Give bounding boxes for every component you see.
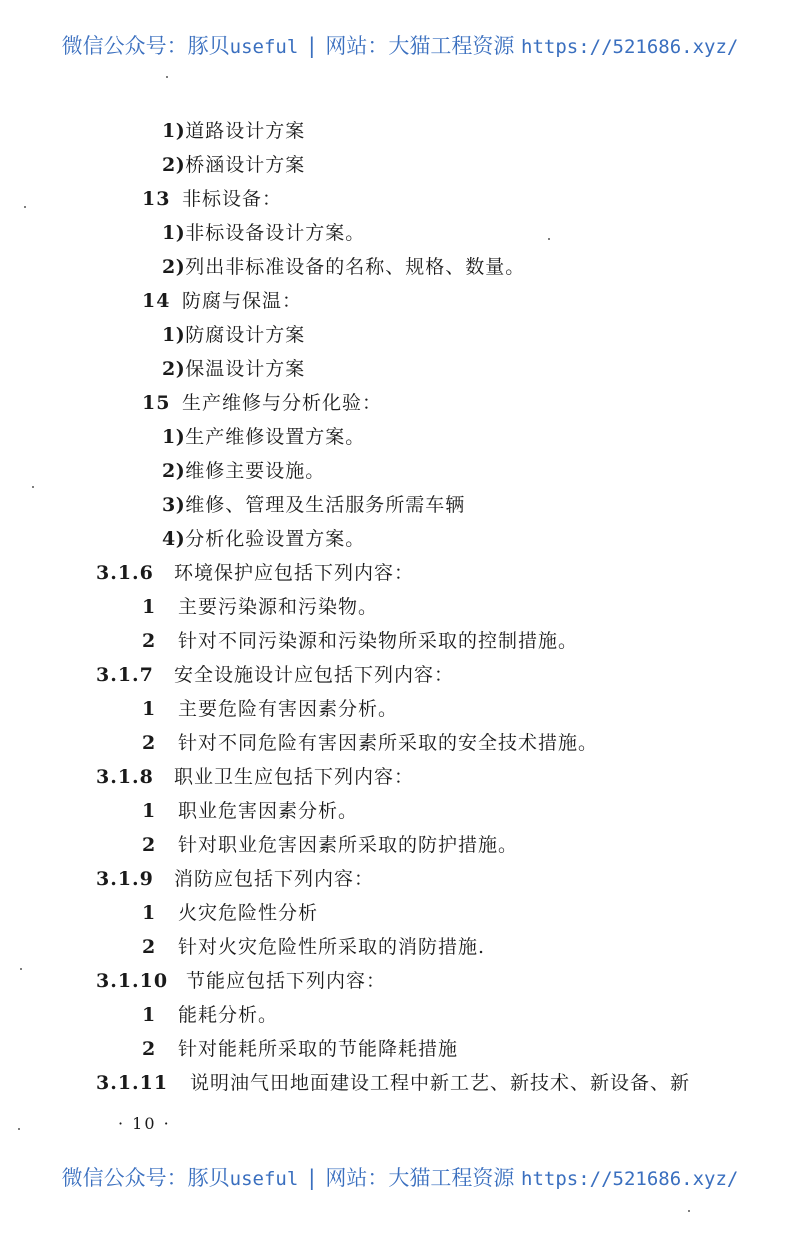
section-number: 3.1.11 — [96, 1072, 169, 1094]
section-heading — [96, 968, 386, 994]
clause-item — [142, 288, 302, 314]
section-number: 3.1.8 — [96, 766, 154, 788]
clause-item — [142, 390, 382, 416]
clause-number: 1 — [142, 800, 157, 822]
banner-site-label: 网站：大猫工程资源 — [325, 1166, 515, 1190]
item-marker: 3) — [162, 494, 186, 516]
section-heading — [96, 866, 374, 892]
item-marker: 2) — [162, 358, 186, 380]
section-heading — [96, 1070, 690, 1096]
list-item — [162, 356, 305, 382]
section-text: 说明油气田地面建设工程中新工艺、新技术、新设备、新 — [190, 1072, 691, 1094]
banner-separator: | — [308, 34, 316, 58]
clause-text: 针对职业危害因素所采取的防护措施。 — [178, 834, 519, 856]
clause-number: 1 — [142, 596, 157, 618]
banner-prefix: 微信公众号：豚贝 — [61, 34, 230, 58]
clause-text: 能耗分析。 — [178, 1004, 279, 1026]
section-number: 3.1.9 — [96, 868, 154, 890]
scan-speck — [20, 968, 22, 970]
footer-watermark-banner — [0, 1164, 800, 1193]
clause-text: 防腐与保温： — [182, 290, 303, 312]
section-heading — [96, 662, 454, 688]
list-item — [162, 526, 365, 552]
item-text: 维修、管理及生活服务所需车辆 — [185, 494, 466, 516]
list-item — [162, 254, 525, 280]
list-item — [162, 322, 305, 348]
item-marker: 4) — [162, 528, 186, 550]
clause-item — [142, 594, 378, 620]
item-text: 分析化验设置方案。 — [185, 528, 366, 550]
item-text: 非标设备设计方案。 — [185, 222, 366, 244]
clause-item — [142, 900, 318, 926]
clause-item — [142, 1036, 458, 1062]
clause-number: 2 — [142, 630, 157, 652]
clause-item — [142, 832, 518, 858]
banner-url: https://521686.xyz/ — [521, 1168, 739, 1190]
banner-separator: | — [308, 1166, 316, 1190]
clause-number: 14 — [142, 290, 171, 312]
scan-speck — [32, 486, 34, 488]
item-text: 桥涵设计方案 — [185, 154, 306, 176]
section-heading — [96, 764, 414, 790]
item-text: 生产维修设置方案。 — [185, 426, 366, 448]
clause-text: 针对火灾危险性所采取的消防措施. — [178, 936, 486, 958]
clause-item — [142, 186, 282, 212]
item-text: 保温设计方案 — [185, 358, 306, 380]
section-text: 职业卫生应包括下列内容： — [174, 766, 415, 788]
section-number: 3.1.7 — [96, 664, 154, 686]
banner-prefix: 微信公众号：豚贝 — [61, 1166, 230, 1190]
section-number: 3.1.10 — [96, 970, 169, 992]
clause-text: 非标设备： — [182, 188, 283, 210]
item-text: 列出非标准设备的名称、规格、数量。 — [185, 256, 526, 278]
item-marker: 1) — [162, 426, 186, 448]
clause-number: 1 — [142, 1004, 157, 1026]
clause-item — [142, 1002, 278, 1028]
list-item — [162, 118, 305, 144]
clause-number: 15 — [142, 392, 171, 414]
list-item — [162, 458, 325, 484]
clause-number: 1 — [142, 698, 157, 720]
item-text: 防腐设计方案 — [185, 324, 306, 346]
section-text: 环境保护应包括下列内容： — [174, 562, 415, 584]
item-marker: 2) — [162, 154, 186, 176]
clause-number: 13 — [142, 188, 171, 210]
clause-number: 2 — [142, 1038, 157, 1060]
list-item — [162, 152, 305, 178]
clause-text: 针对能耗所采取的节能降耗措施 — [178, 1038, 459, 1060]
item-text: 道路设计方案 — [185, 120, 306, 142]
section-text: 消防应包括下列内容： — [174, 868, 375, 890]
clause-number: 2 — [142, 936, 157, 958]
scan-speck — [688, 1210, 690, 1212]
list-item — [162, 492, 465, 518]
clause-text: 主要危险有害因素分析。 — [178, 698, 399, 720]
clause-item — [142, 798, 358, 824]
item-marker: 1) — [162, 324, 186, 346]
clause-number: 2 — [142, 732, 157, 754]
clause-item — [142, 696, 398, 722]
item-text: 维修主要设施。 — [185, 460, 326, 482]
scan-speck — [166, 76, 168, 78]
scan-speck — [24, 206, 26, 208]
clause-item — [142, 730, 598, 756]
clause-text: 针对不同危险有害因素所采取的安全技术措施。 — [178, 732, 599, 754]
banner-brand: useful — [229, 1168, 299, 1190]
clause-text: 生产维修与分析化验： — [182, 392, 383, 414]
item-marker: 2) — [162, 460, 186, 482]
clause-text: 职业危害因素分析。 — [178, 800, 359, 822]
section-text: 节能应包括下列内容： — [186, 970, 387, 992]
header-watermark-banner — [0, 32, 800, 61]
clause-text: 针对不同污染源和污染物所采取的控制措施。 — [178, 630, 579, 652]
item-marker: 2) — [162, 256, 186, 278]
banner-brand: useful — [229, 36, 299, 58]
section-heading — [96, 560, 414, 586]
list-item — [162, 424, 365, 450]
clause-item — [142, 628, 578, 654]
scan-speck — [548, 238, 550, 240]
clause-item — [142, 934, 485, 960]
page-number: · 10 · — [118, 1114, 171, 1133]
section-text: 安全设施设计应包括下列内容： — [174, 664, 455, 686]
list-item — [162, 220, 365, 246]
banner-site-label: 网站：大猫工程资源 — [325, 34, 515, 58]
banner-url: https://521686.xyz/ — [521, 36, 739, 58]
clause-text: 主要污染源和污染物。 — [178, 596, 379, 618]
section-number: 3.1.6 — [96, 562, 154, 584]
clause-text: 火灾危险性分析 — [178, 902, 319, 924]
clause-number: 2 — [142, 834, 157, 856]
scan-speck — [18, 1128, 20, 1130]
item-marker: 1) — [162, 222, 186, 244]
item-marker: 1) — [162, 120, 186, 142]
clause-number: 1 — [142, 902, 157, 924]
